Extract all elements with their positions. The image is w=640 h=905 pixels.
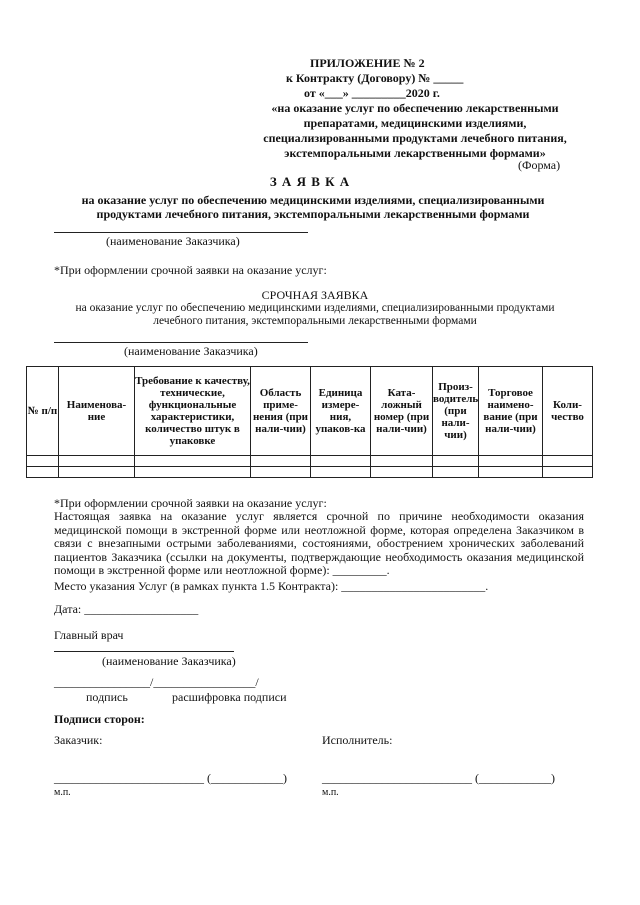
appendix-subject-line-1: «на оказание услуг по обеспечению лекарственными [271, 101, 559, 115]
table-cell[interactable] [135, 456, 251, 467]
decoding-caption: расшифровка подписи [172, 690, 287, 704]
table-cell[interactable] [543, 456, 593, 467]
appendix-date-line: от «___» _________2020 г. [304, 86, 440, 100]
table-row [27, 467, 593, 478]
appendix-subject-line-4: экстемпоральными лекарственными формами» [284, 146, 546, 160]
table-cell[interactable] [59, 456, 135, 467]
table-cell[interactable] [433, 467, 479, 478]
place-line: Место указания Услуг (в рамках пункта 1.5 Контракта): ________________________. [54, 579, 489, 593]
col-header-quantity: Коли-чество [543, 367, 593, 456]
table-cell[interactable] [135, 467, 251, 478]
urgent-block [40, 288, 590, 328]
table-cell[interactable] [27, 456, 59, 467]
signatures-title: Подписи сторон: [54, 712, 145, 726]
appendix-subject-line-3: специализированными продуктами лечебного питания, [263, 131, 567, 145]
col-header-manufacturer: Произ-водитель (при нали-чии) [433, 367, 479, 456]
urgent-note-2: *При оформлении срочной заявки на оказание услуг: [54, 496, 327, 510]
table-cell[interactable] [27, 467, 59, 478]
appendix-contract-line: к Контракту (Договору) № _____ [286, 71, 464, 85]
table-cell[interactable] [479, 456, 543, 467]
form-label: (Форма) [518, 158, 561, 172]
request-table [26, 366, 593, 478]
executor-label: Исполнитель: [322, 733, 393, 747]
urgent-title: СРОЧНАЯ ЗАЯВКА [261, 288, 369, 302]
table-cell[interactable] [251, 456, 311, 467]
customer-caption-3: (наименование Заказчика) [102, 654, 236, 668]
col-header-application: Область приме-нения (при нали-чии) [251, 367, 311, 456]
executor-signature-field[interactable]: _________________________ (____________) [322, 771, 555, 785]
col-header-trade-name: Торговое наимено-вание (при нали-чии) [479, 367, 543, 456]
appendix-subject-line-2: препаратами, медицинскими изделиями, [303, 116, 527, 130]
urgent-paragraph: Настоящая заявка на оказание услуг является срочной по причине необходимости оказания медицинской помощи в экстренной форме или неотложной форме, которая определена Заказчиком в связи с внезапными острыми заболеваниями, состояниями, обострением хронических заболеваний пациентов Заказчика (ссылки на документы, подтверждающие необходимость оказания медицинской помощи в экстренной форме или неотложной форме): _________. [54, 509, 584, 577]
customer-stamp-label: м.п. [54, 787, 71, 798]
col-header-number: № п/п [27, 367, 59, 456]
subtitle-line-2: продуктами лечебного питания, экстемпоральными лекарственными формами [96, 207, 530, 221]
signature-caption: подпись [86, 690, 128, 704]
appendix-title: ПРИЛОЖЕНИЕ № 2 [310, 56, 425, 70]
table-header-row [27, 367, 593, 456]
col-header-catalog: Ката-ложный номер (при нали-чии) [371, 367, 433, 456]
customer-name-line-2[interactable] [54, 342, 308, 343]
table-cell[interactable] [543, 467, 593, 478]
appendix-block [250, 56, 580, 161]
urgent-line-1: на оказание услуг по обеспечению медицинскими изделиями, специализированными продуктами [75, 302, 555, 314]
table-cell[interactable] [371, 456, 433, 467]
executor-stamp-label: м.п. [322, 787, 339, 798]
table-cell[interactable] [433, 456, 479, 467]
subtitle-line-1: на оказание услуг по обеспечению медицинскими изделиями, специализированными [81, 193, 545, 207]
customer-name-line-1[interactable] [54, 232, 308, 233]
document-subtitle [40, 193, 586, 221]
table-cell[interactable] [311, 467, 371, 478]
table-cell[interactable] [311, 456, 371, 467]
customer-label: Заказчик: [54, 733, 103, 747]
customer-caption-2: (наименование Заказчика) [124, 344, 258, 358]
col-header-unit: Единица измере-ния, упаков-ка [311, 367, 371, 456]
urgent-line-2: лечебного питания, экстемпоральными лекарственными формами [153, 315, 477, 327]
table-cell[interactable] [371, 467, 433, 478]
table-cell[interactable] [251, 467, 311, 478]
document-title: З А Я В К А [269, 174, 351, 189]
urgent-note-1: *При оформлении срочной заявки на оказание услуг: [54, 263, 327, 277]
customer-signature-field[interactable]: _________________________ (____________) [54, 771, 287, 785]
customer-name-line-3[interactable] [54, 651, 234, 652]
date-field[interactable]: Дата: ___________________ [54, 602, 199, 616]
col-header-requirements: Требование к качеству, технические, функциональные характеристики, количество штук в упаковке [135, 367, 251, 456]
signature-line[interactable]: ________________/_________________/ [54, 675, 259, 689]
customer-caption-1: (наименование Заказчика) [106, 234, 240, 248]
table-cell[interactable] [479, 467, 543, 478]
col-header-name: Наименова-ние [59, 367, 135, 456]
table-cell[interactable] [59, 467, 135, 478]
table-row [27, 456, 593, 467]
chief-doctor-label: Главный врач [54, 628, 124, 642]
